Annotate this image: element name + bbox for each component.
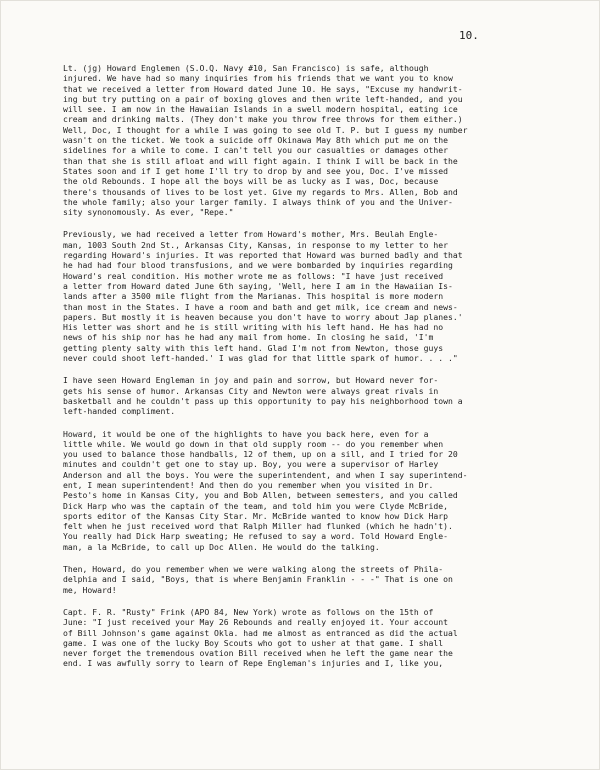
text-line: Howard's real condition. His mother wrote me as follows: "I have just received bbox=[63, 270, 444, 281]
paragraph-mother-letter bbox=[63, 229, 553, 363]
page-number: 10. bbox=[459, 29, 479, 42]
text-line: ing but try putting on a pair of boxing gloves and then write left-handed, and you bbox=[63, 93, 463, 104]
text-line: Then, Howard, do you remember when we were walking along the streets of Phila- bbox=[63, 564, 444, 575]
text-line: lands after a 3500 mile flight from the Marianas. This hospital is more modern bbox=[63, 291, 444, 302]
paragraph-frink-letter bbox=[63, 607, 553, 669]
text-line: ent, I mean superintendent! And then do you remember when you visited in Dr. bbox=[63, 479, 434, 490]
text-line: than that she is still afloat and will fight again. I think I will be back in the bbox=[63, 155, 458, 166]
text-line: Previously, we had received a letter from Howard's mother, Mrs. Beulah Engle- bbox=[63, 229, 439, 240]
text-line: papers. But mostly it is heaven because you don't have to worry about Jap planes.' bbox=[63, 311, 463, 322]
text-line: getting plenty salty with this left hand. Glad I'm not from Newton, those guys bbox=[63, 342, 444, 353]
text-line: felt when he just received word that Ralph Miller had flunked (which he hadn't). bbox=[63, 521, 453, 532]
text-line: You really had Dick Harp sweating; He refused to say a word. Told Howard Engle- bbox=[63, 531, 448, 542]
text-line: Pesto's home in Kansas City, you and Bob Allen, between semesters, and you called bbox=[63, 490, 458, 501]
text-line: Well, Doc, I thought for a while I was going to see old T. P. but I guess my number bbox=[63, 124, 468, 135]
text-line: a letter from Howard dated June 6th saying, 'Well, here I am in the Hawaiian Is- bbox=[63, 280, 453, 291]
paragraph-englemen-letter bbox=[63, 63, 553, 217]
text-line: the old Rebounds. I hope all the boys will be as lucky as I was, Doc, because bbox=[63, 176, 439, 187]
text-line: cream and drinking malts. (They don't make you throw free throws for them either.) bbox=[63, 114, 463, 125]
text-line: news of his ship nor has he had any mail from home. In closing he said, 'I'm bbox=[63, 332, 434, 343]
text-line: gets his sense of humor. Arkansas City and Newton were always great rivals in bbox=[63, 385, 439, 396]
text-line: game. I was one of the lucky Boy Scouts who got to usher at that game. I shall bbox=[63, 637, 444, 648]
text-line: minutes and couldn't get one to stay up. Boy, you were a supervisor of Harley bbox=[63, 459, 439, 470]
text-line: regarding Howard's injuries. It was reported that Howard was burned badly and that bbox=[63, 250, 463, 261]
text-line: never could shoot left-handed.' I was glad for that little spark of humor. . . ." bbox=[63, 353, 458, 364]
text-line: Capt. F. R. "Rusty" Frink (APO 84, New York) wrote as follows on the 15th of bbox=[63, 606, 434, 617]
text-line: you used to balance those handballs, 12 of them, up on a sill, and I tried for 20 bbox=[63, 449, 458, 460]
text-line: sports editor of the Kansas City Star. Mr. McBride wanted to know how Dick Harp bbox=[63, 510, 448, 521]
text-line: basketball and he couldn't pass up this opportunity to pay his neighborhood town a bbox=[63, 395, 463, 406]
letter-body bbox=[63, 63, 553, 669]
text-line: man, a la McBride, to call up Doc Allen. He would do the talking. bbox=[63, 541, 380, 552]
text-line: delphia and I said, "Boys, that is where Benjamin Franklin - - -" That is one on bbox=[63, 574, 453, 585]
text-line: left-handed compliment. bbox=[63, 406, 176, 417]
text-line: than most in the States. I have a room and bath and get milk, ice cream and news- bbox=[63, 301, 458, 312]
text-line: Howard, it would be one of the highlights to have you back here, even for a bbox=[63, 428, 429, 439]
text-line: Dick Harp who was the captain of the team, and told him you were Clyde McBride, bbox=[63, 500, 448, 511]
text-line: he had had four blood transfusions, and we were bombarded by inquiries regarding bbox=[63, 260, 453, 271]
text-line: me, Howard! bbox=[63, 584, 117, 595]
paragraph-philadelphia bbox=[63, 564, 553, 595]
text-line: little while. We would go down in that old supply room -- do you remember when bbox=[63, 438, 444, 449]
text-line: June: "I just received your May 26 Rebounds and really enjoyed it. Your account bbox=[63, 617, 448, 628]
text-line: that we received a letter from Howard dated June 10. He says, "Excuse my handwrit- bbox=[63, 83, 463, 94]
text-line: man, 1003 South 2nd St., Arkansas City, Kansas, in response to my letter to her bbox=[63, 239, 448, 250]
text-line: never forget the tremendous ovation Bill received when he left the game near the bbox=[63, 648, 453, 659]
text-line: I have seen Howard Engleman in joy and pain and sorrow, but Howard never for- bbox=[63, 375, 439, 386]
paragraph-highlights bbox=[63, 429, 553, 553]
text-line: sidelines for a while to come. I can't tell you our casualties or damages other bbox=[63, 145, 448, 156]
text-line: Lt. (jg) Howard Englemen (S.O.Q. Navy #10, San Francisco) is safe, although bbox=[63, 63, 429, 73]
text-line: injured. We have had so many inquiries from his friends that we want you to know bbox=[63, 73, 453, 84]
text-line: end. I was awfully sorry to learn of Repe Engleman's injuries and I, like you, bbox=[63, 658, 444, 669]
text-line: Anderson and all the boys. You were the superintendent, and when I say superintend- bbox=[63, 469, 468, 480]
text-line: wasn't on the ticket. We took a suicide off Okinawa May 8th which put me on the bbox=[63, 135, 448, 146]
text-line: will see. I am now in the Hawaiian Islands in a swell modern hospital, eating ice bbox=[63, 104, 458, 115]
text-line: sity synonomously. As ever, "Repe." bbox=[63, 207, 234, 218]
text-line: the whole family; also your larger family. I always think of you and the Univer- bbox=[63, 196, 453, 207]
text-line: of Bill Johnson's game against Okla. had me almost as entranced as did the actual bbox=[63, 627, 458, 638]
text-line: there's thousands of lives to be lost yet. Give my regards to Mrs. Allen, Bob and bbox=[63, 186, 458, 197]
text-line: His letter was short and he is still writing with his left hand. He has had no bbox=[63, 322, 444, 333]
paragraph-sense-of-humor bbox=[63, 375, 553, 416]
text-line: States soon and if I get home I'll try to drop by and see you, Doc. I've missed bbox=[63, 165, 448, 176]
